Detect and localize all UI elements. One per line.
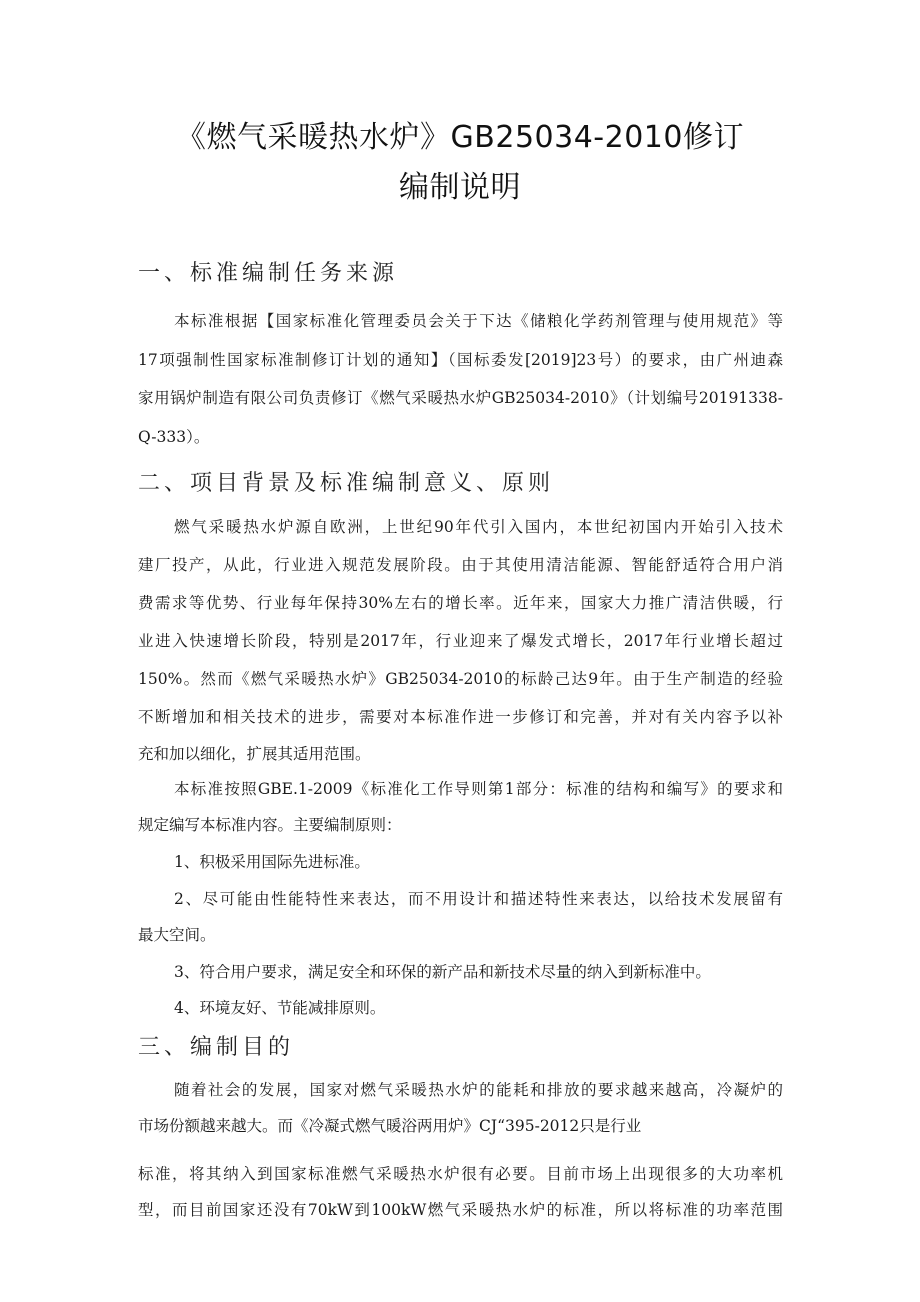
paragraph-line: 型，而目前国家还没有70kW到100kW燃气采暖热水炉的标准，所以将标准的功率范围	[138, 1201, 783, 1219]
paragraph-line: 最大空间。	[138, 926, 216, 944]
list-item: 4、环境友好、节能减排原则。	[174, 999, 386, 1017]
paragraph-line: 随着社会的发展，国家对燃气采暖热水炉的能耗和排放的要求越来越高，冷凝炉的	[174, 1081, 783, 1099]
paragraph-line: 费需求等优势、行业每年保持30%左右的增长率。近年来，国家大力推广清洁供暖，行	[138, 594, 783, 612]
paragraph-line: 家用锅炉制造有限公司负责修订《燃气采暖热水炉GB25034-2010》（计划编号20191338-	[138, 389, 783, 407]
document-title: 《燃气采暖热水炉》GB25034-2010修订	[176, 120, 744, 155]
paragraph-line: 150%。然而《燃气采暖热水炉》GB25034-2010的标龄己达9年。由于生产制造的经验	[138, 670, 783, 688]
paragraph-line: Q-333）。	[138, 428, 210, 446]
paragraph-line: 17项强制性国家标准制修订计划的通知】（国标委发[2019]23号）的要求，由广州迪森	[138, 351, 783, 369]
list-item: 1、积极采用国际先进标准。	[174, 853, 370, 871]
list-item: 3、符合用户要求，满足安全和环保的新产品和新技术尽量的纳入到新标准中。	[174, 963, 711, 981]
paragraph-line: 不断增加和相关技术的进步，需要对本标准作进一步修订和完善，并对有关内容予以补	[138, 708, 783, 726]
section-heading-3: 三、编制目的	[138, 1035, 295, 1060]
section-heading-1: 一、标准编制任务来源	[138, 261, 399, 286]
document-subtitle: 编制说明	[399, 170, 521, 205]
paragraph-line: 规定编写本标准内容。主要编制原则：	[138, 816, 402, 834]
section-heading-2: 二、项目背景及标准编制意义、原则	[138, 471, 555, 496]
paragraph-line: 本标准根据【国家标准化管理委员会关于下达《储粮化学药剂管理与使用规范》等	[174, 312, 783, 330]
paragraph-line: 建厂投产，从此，行业进入规范发展阶段。由于其使用清洁能源、智能舒适符合用户消	[138, 556, 783, 574]
paragraph-line: 业进入快速增长阶段，特别是2017年，行业迎来了爆发式增长，2017年行业增长超过	[138, 632, 783, 650]
list-item: 2、尽可能由性能特性来表达，而不用设计和描述特性来表达，以给技术发展留有	[174, 890, 783, 908]
paragraph-line: 燃气采暖热水炉源自欧洲，上世纪90年代引入国内，本世纪初国内开始引入技术	[174, 518, 783, 536]
paragraph-line: 标准，将其纳入到国家标准燃气采暖热水炉很有必要。目前市场上出现很多的大功率机	[138, 1165, 783, 1183]
paragraph-line: 充和加以细化，扩展其适用范围。	[138, 745, 371, 763]
paragraph-line: 本标准按照GBE.1-2009《标准化工作导则第1部分：标准的结构和编写》的要求和	[174, 780, 783, 798]
paragraph-line: 市场份额越来越大。而《冷凝式燃气暖浴两用炉》CJ“395-2012只是行业	[138, 1117, 642, 1135]
